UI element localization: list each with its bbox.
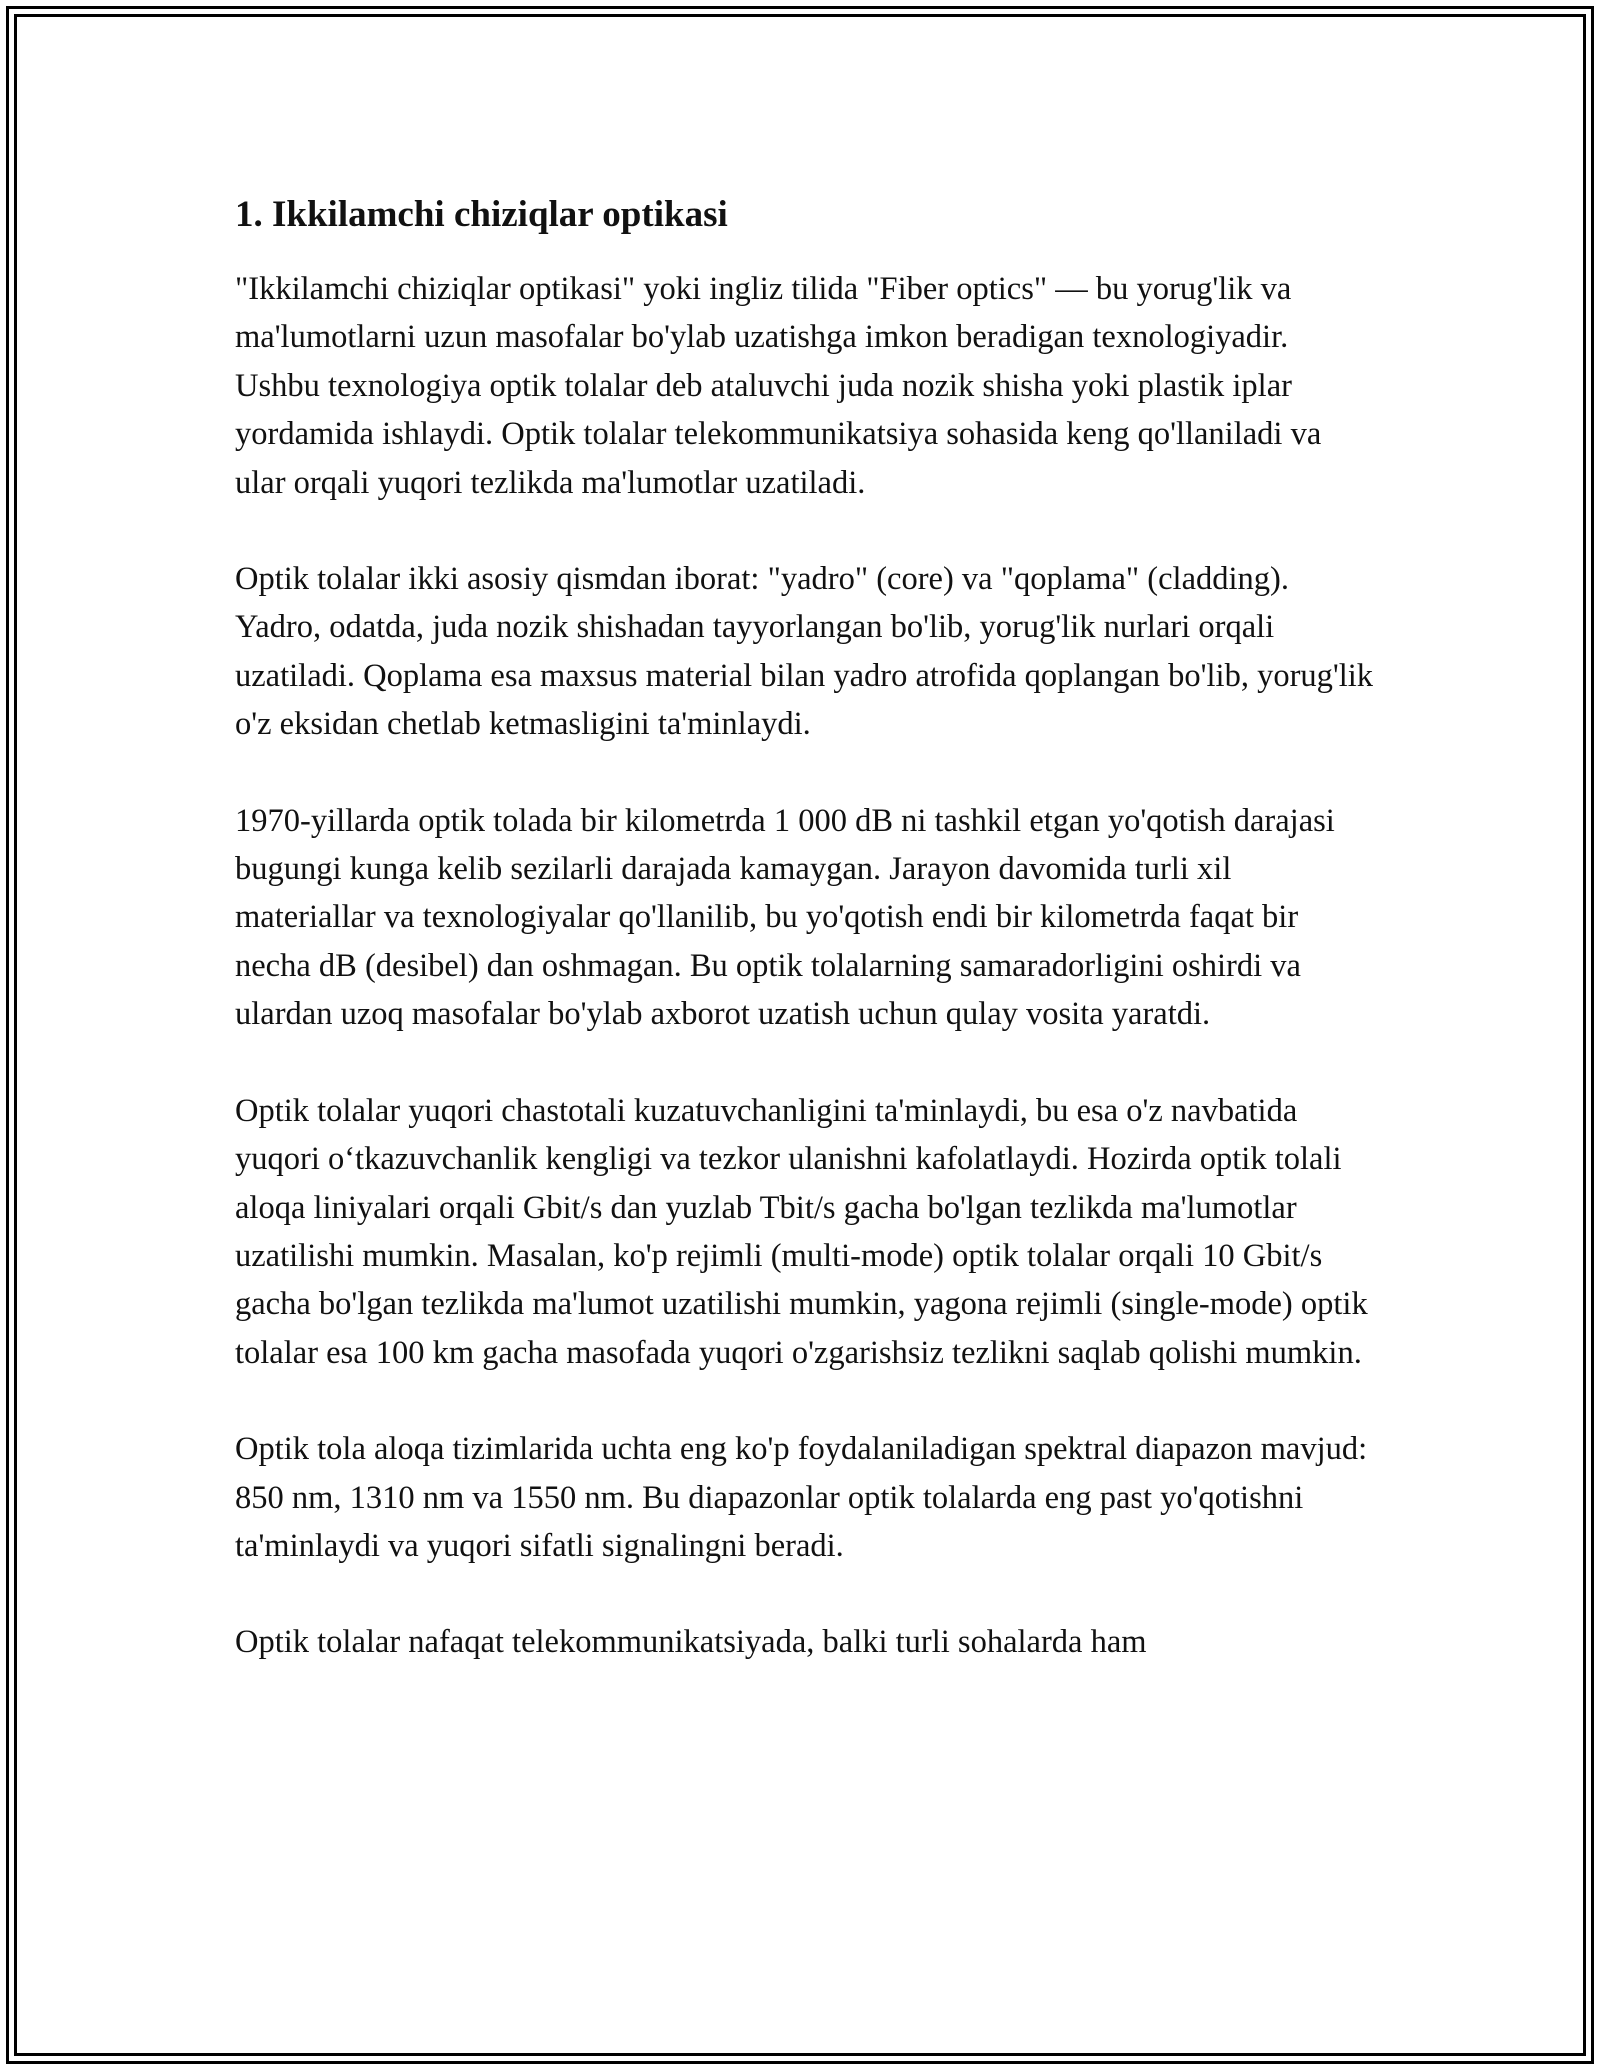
paragraph-3: 1970-yillarda optik tolada bir kilometrda 1 000 dB ni tashkil etgan yo'qotish darajasi bugungi kunga kelib sezilarli darajada kamaygan. Jarayon davomida turli xil materiallar va texnologiyalar qo'llanilib, bu yo'qotish endi bir kilometrda faqat bir necha dB (desibel) dan oshmagan. Bu optik tolalarning samaradorligini oshirdi va ulardan uzoq masofalar bo'ylab axborot uzatish uchun qulay vosita yaratdi.	[235, 802, 1335, 1033]
paragraph-1: "Ikkilamchi chiziqlar optikasi" yoki ingliz tilida "Fiber optics" — bu yorug'lik va ma'lumotlarni uzun masofalar bo'ylab uzatishga imkon beradigan texnologiyadir. Ushbu texnologiya optik tolalar deb ataluvchi juda nozik shisha yoki plastik iplar yordamida ishlaydi. Optik tolalar telekommunikatsiya sohasida keng qo'llaniladi va ular orqali yuqori tezlikda ma'lumotlar uzatiladi.	[235, 271, 1322, 501]
paragraph-5: Optik tola aloqa tizimlarida uchta eng ko'p foydalaniladigan spektral diapazon mavjud: 850 nm, 1310 nm va 1550 nm. Bu diapazonlar optik tolalarda eng past yo'qotishni ta'minlaydi va yuqori sifatli signalingni beradi.	[235, 1431, 1368, 1564]
section-heading: 1. Ikkilamchi chiziqlar optikasi	[235, 194, 728, 235]
paragraph-6: Optik tolalar nafaqat telekommunikatsiyada, balki turli sohalarda ham	[235, 1624, 1147, 1661]
document-body	[235, 185, 1375, 1715]
paragraph-4: Optik tolalar yuqori chastotali kuzatuvchanligini ta'minlaydi, bu esa o'z navbatida yuqori o‘tkazuvchanlik kengligi va tezkor ulanishni kafolatlaydi. Hozirda optik tolali aloqa liniyalari orqali Gbit/s dan yuzlab Tbit/s gacha bo'lgan tezlikda ma'lumotlar uzatilishi mumkin. Masalan, ko'p rejimli (multi-mode) optik tolalar orqali 10 Gbit/s gacha bo'lgan tezlikda ma'lumot uzatilishi mumkin, yagona rejimli (single-mode) optik tolalar esa 100 km gacha masofada yuqori o'zgarishsiz tezlikni saqlab qolishi mumkin.	[235, 1092, 1368, 1371]
paragraph-2: Optik tolalar ikki asosiy qismdan iborat: "yadro" (core) va "qoplama" (cladding). Yadro, odatda, juda nozik shishadan tayyorlangan bo'lib, yorug'lik nurlari orqali uzatiladi. Qoplama esa maxsus material bilan yadro atrofida qoplangan bo'lib, yorug'lik o'z eksidan chetlab ketmasligini ta'minlaydi.	[235, 561, 1374, 743]
